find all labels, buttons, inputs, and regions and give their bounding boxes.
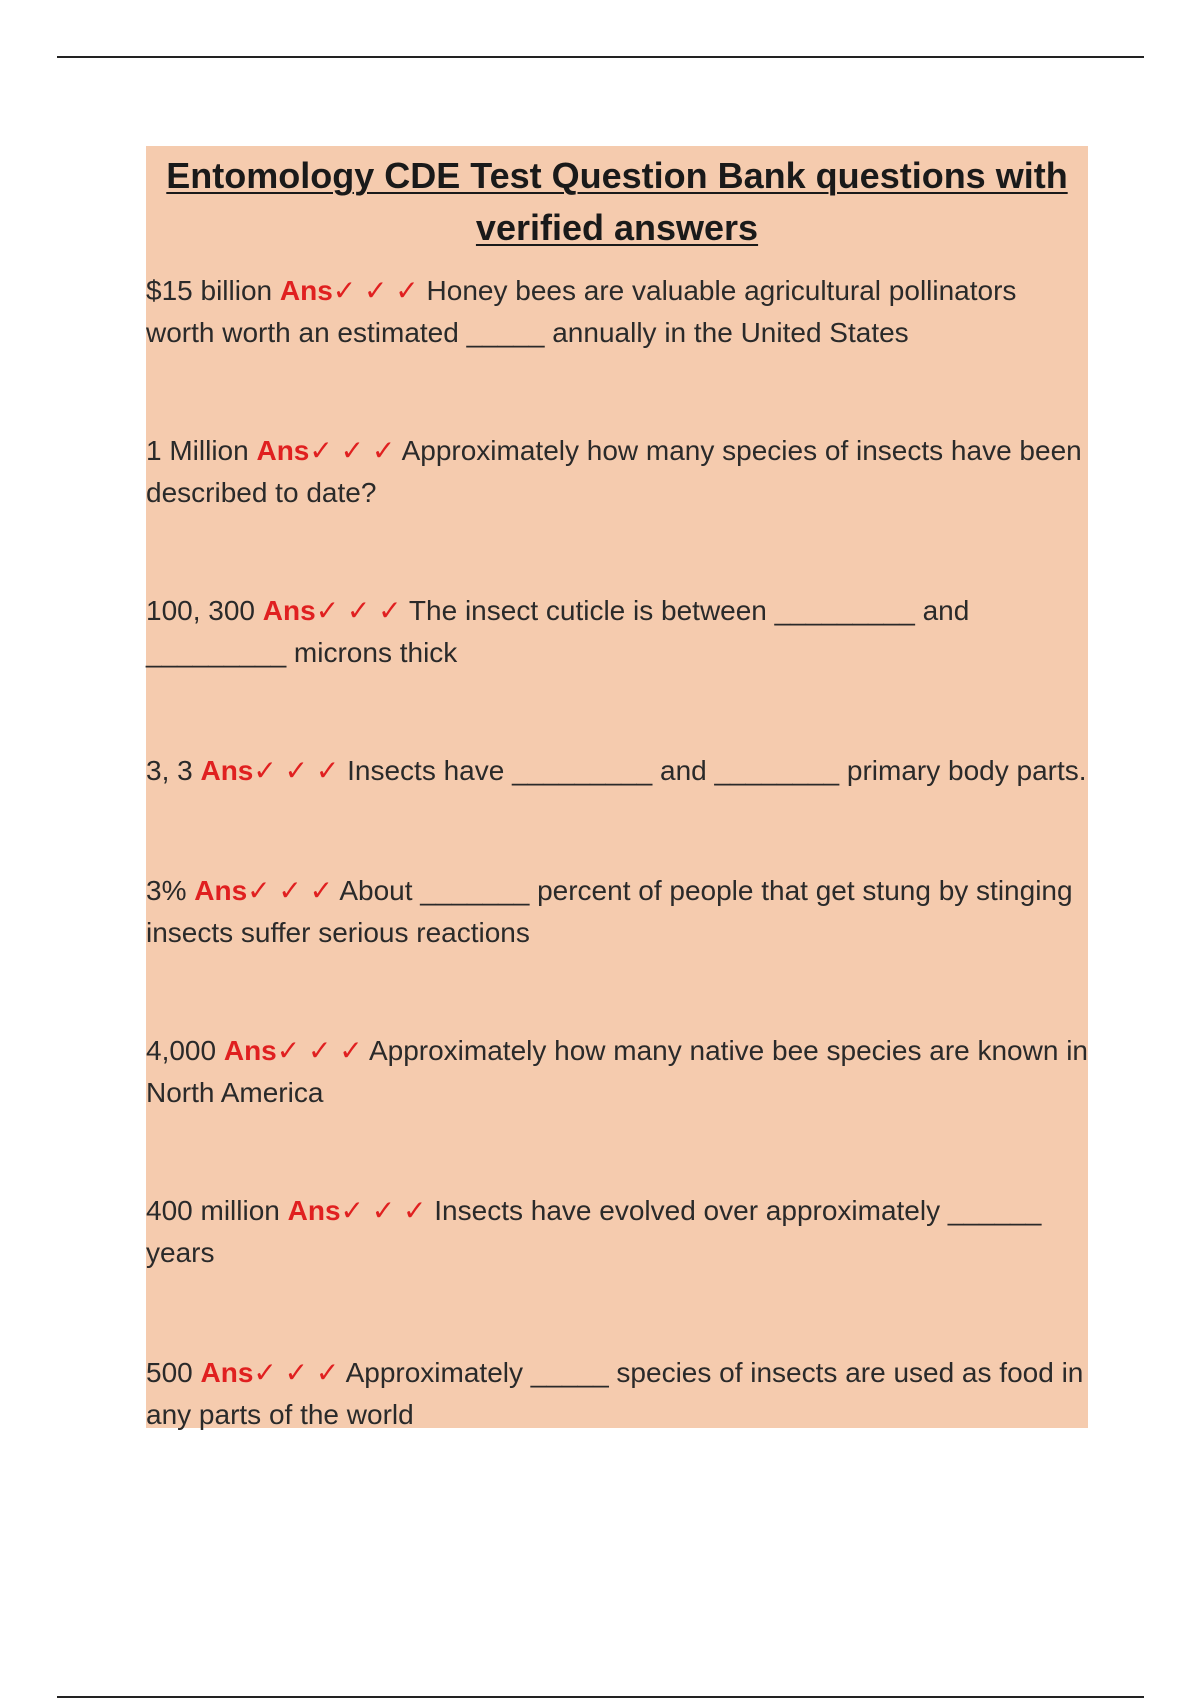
qa-item — [146, 430, 1088, 514]
ans-label: Ans — [256, 435, 310, 466]
question-text: About _______ percent of people that get stung by stinging insects suffer serious reactions — [146, 875, 1073, 948]
check-icon: ✓ ✓ ✓ — [276, 1035, 363, 1066]
ans-label: Ans — [194, 875, 248, 906]
answer-text: 4,000 — [146, 1035, 217, 1066]
check-icon: ✓ ✓ ✓ — [253, 755, 340, 786]
answer-text: $15 billion — [146, 275, 273, 306]
qa-item — [146, 870, 1088, 954]
answer-text: 500 — [146, 1357, 193, 1388]
qa-item — [146, 1190, 1088, 1274]
question-text: Approximately how many native bee species are known in North America — [146, 1035, 1088, 1108]
ans-label: Ans — [262, 595, 316, 626]
ans-label: Ans — [200, 755, 254, 786]
question-text: Insects have _________ and ________ primary body parts. — [347, 755, 1087, 786]
qa-item — [146, 1352, 1088, 1436]
answer-text: 400 million — [146, 1195, 280, 1226]
top-rule — [57, 56, 1144, 58]
bottom-rule — [57, 1696, 1144, 1698]
question-text: Insects have evolved over approximately ______ years — [146, 1195, 1042, 1268]
document-title: Entomology CDE Test Question Bank questions with verified answers — [166, 155, 1068, 248]
check-icon: ✓ ✓ ✓ — [315, 595, 402, 626]
qa-item — [146, 590, 1088, 674]
check-icon: ✓ ✓ ✓ — [340, 1195, 427, 1226]
check-icon: ✓ ✓ ✓ — [309, 435, 396, 466]
ans-label: Ans — [200, 1357, 254, 1388]
check-icon: ✓ ✓ ✓ — [332, 275, 419, 306]
check-icon: ✓ ✓ ✓ — [253, 1357, 340, 1388]
check-icon: ✓ ✓ ✓ — [247, 875, 334, 906]
question-text: Honey bees are valuable agricultural pollinators worth worth an estimated _____ annually in the United States — [146, 275, 1017, 348]
question-text: The insect cuticle is between _________ and _________ microns thick — [146, 595, 970, 668]
ans-label: Ans — [287, 1195, 341, 1226]
qa-item — [146, 270, 1088, 354]
answer-text: 100, 300 — [146, 595, 255, 626]
ans-label: Ans — [223, 1035, 277, 1066]
qa-item — [146, 750, 1088, 792]
question-text: Approximately _____ species of insects are used as food in any parts of the world — [146, 1357, 1084, 1430]
answer-text: 1 Million — [146, 435, 249, 466]
answer-text: 3, 3 — [146, 755, 193, 786]
question-text: Approximately how many species of insects have been described to date? — [146, 435, 1082, 508]
answer-text: 3% — [146, 875, 187, 906]
qa-item — [146, 1030, 1088, 1114]
content-panel — [146, 146, 1088, 1428]
ans-label: Ans — [279, 275, 333, 306]
